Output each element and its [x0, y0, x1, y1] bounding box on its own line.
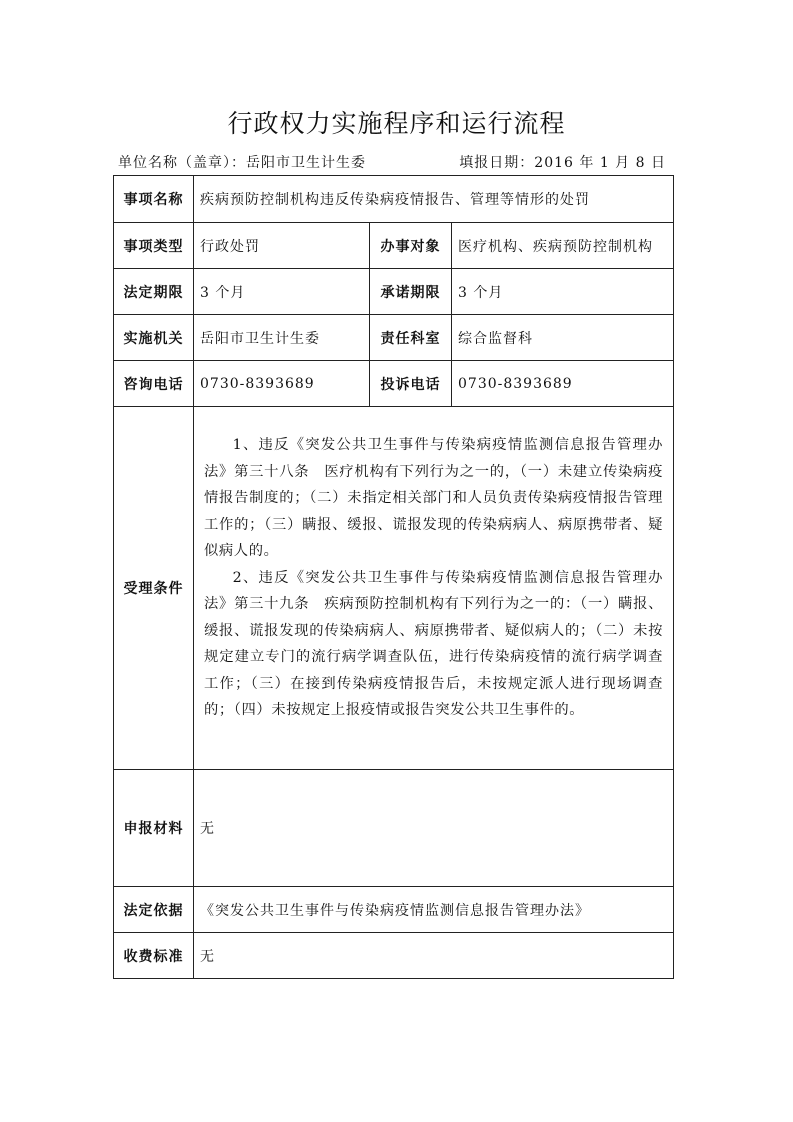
legal-term-value: 3 个月	[194, 269, 370, 315]
form-header	[118, 150, 666, 174]
fee-label: 收费标准	[114, 933, 194, 979]
target-value: 医疗机构、疾病预防控制机构	[452, 223, 674, 269]
legal-term-label: 法定期限	[114, 269, 194, 315]
item-name-label: 事项名称	[114, 176, 194, 223]
unit-name: 单位名称（盖章）：岳阳市卫生计生委	[118, 155, 366, 171]
consult-phone-label: 咨询电话	[114, 361, 194, 407]
item-type-value: 行政处罚	[194, 223, 370, 269]
row-agency	[114, 315, 674, 361]
department-label: 责任科室	[370, 315, 452, 361]
row-item-type	[114, 223, 674, 269]
row-conditions	[114, 407, 674, 770]
item-type-label: 事项类型	[114, 223, 194, 269]
condition-paragraph-1: 1、违反《突发公共卫生事件与传染病疫情监测信息报告管理办法》第三十八条 医疗机构有下列行为之一的，（一）未建立传染病疫情报告制度的；（二）未指定相关部门和人员负责传染病疫情报告管理工作的；（三）瞒报、缓报、谎报发现的传染病病人、病原携带者、疑似病人的。	[204, 437, 664, 560]
legal-basis-label: 法定依据	[114, 887, 194, 933]
consult-phone-value: 0730-8393689	[194, 361, 370, 407]
page-title: 行政权力实施程序和运行流程	[227, 109, 566, 138]
legal-basis-value: 《突发公共卫生事件与传染病疫情监测信息报告管理办法》	[194, 887, 674, 933]
row-phones	[114, 361, 674, 407]
row-materials	[114, 770, 674, 887]
row-terms	[114, 269, 674, 315]
conditions-value	[194, 407, 674, 770]
row-fee	[114, 933, 674, 979]
agency-label: 实施机关	[114, 315, 194, 361]
fee-value: 无	[194, 933, 674, 979]
materials-label: 申报材料	[114, 770, 194, 887]
agency-value: 岳阳市卫生计生委	[194, 315, 370, 361]
row-legal-basis	[114, 887, 674, 933]
row-item-name	[114, 176, 674, 223]
conditions-label: 受理条件	[114, 407, 194, 770]
materials-value: 无	[194, 770, 674, 887]
fill-date: 填报日期：2016 年 1 月 8 日	[459, 155, 666, 171]
promise-term-label: 承诺期限	[370, 269, 452, 315]
complaint-phone-value: 0730-8393689	[452, 361, 674, 407]
target-label: 办事对象	[370, 223, 452, 269]
condition-paragraph-2: 2、违反《突发公共卫生事件与传染病疫情监测信息报告管理办法》第三十九条 疾病预防控制机构有下列行为之一的：（一）瞒报、缓报、谎报发现的传染病病人、病原携带者、疑似病人的；（二）未按规定建立专门的流行病学调查队伍，进行传染病疫情的流行病学调查工作；（三）在接到传染病疫情报告后，未按规定派人进行现场调查的；（四）未按规定上报疫情或报告突发公共卫生事件的。	[204, 569, 664, 719]
complaint-phone-label: 投诉电话	[370, 361, 452, 407]
department-value: 综合监督科	[452, 315, 674, 361]
item-name-value: 疾病预防控制机构违反传染病疫情报告、管理等情形的处罚	[194, 176, 674, 223]
promise-term-value: 3 个月	[452, 269, 674, 315]
info-table	[113, 175, 674, 979]
